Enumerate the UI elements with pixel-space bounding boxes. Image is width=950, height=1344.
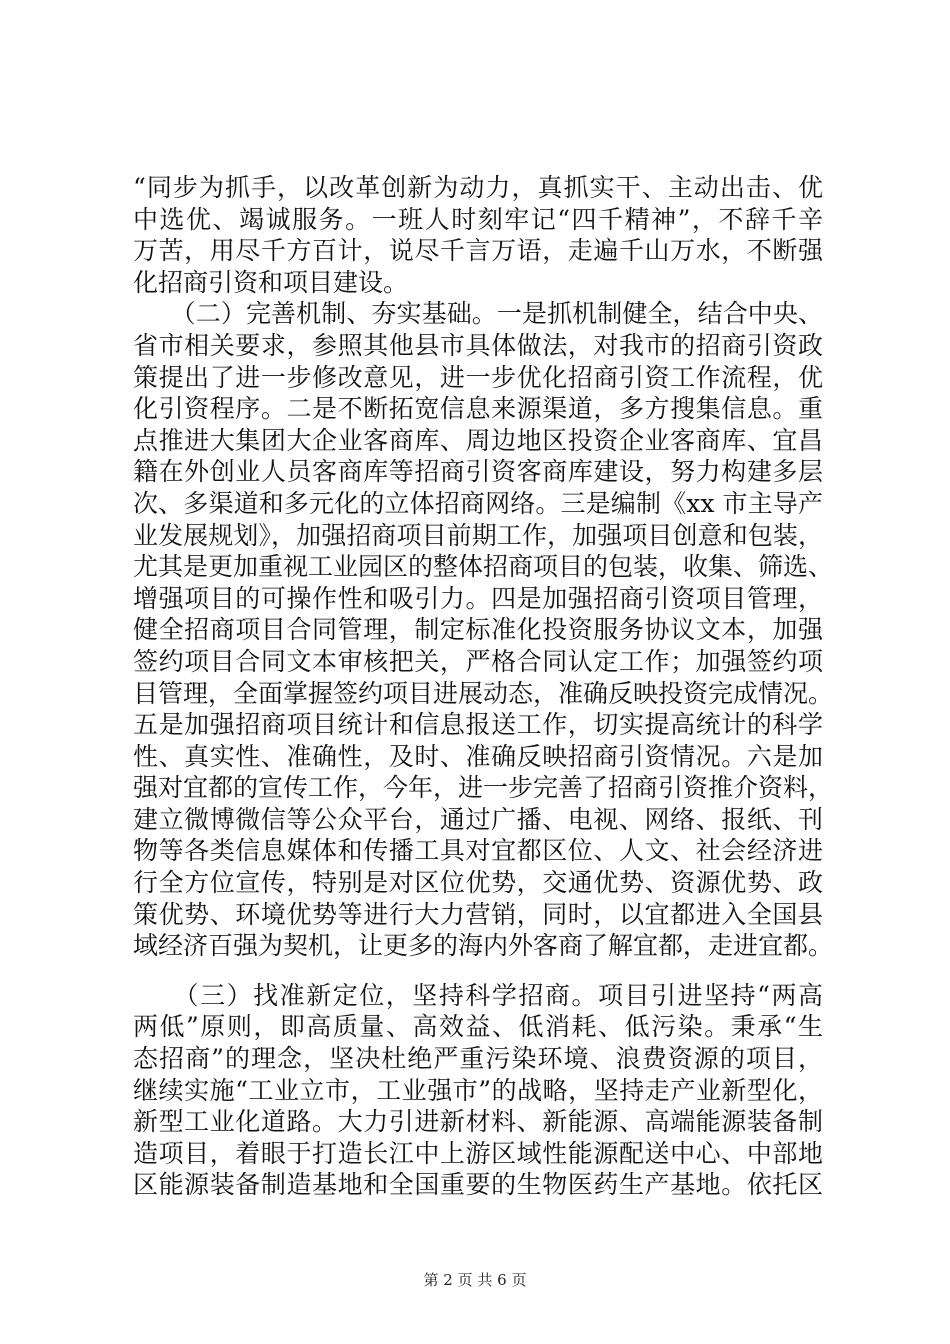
paragraph-start-line: （三）找准新定位，坚持科学招商。项目引进坚持“两高 [133, 980, 823, 1010]
body-text [133, 172, 834, 1201]
text-line: 造项目，着眼于打造长江中上游区域性能源配送中心、中部地 [133, 1138, 823, 1168]
text-line: 点推进大集团大企业客商库、周边地区投资企业客商库、宜昌 [133, 425, 823, 455]
text-line: 增强项目的可操作性和吸引力。四是加强招商引资项目管理， [133, 583, 823, 613]
paragraph-gap [133, 962, 823, 980]
text-line: 两低”原则，即高质量、高效益、低消耗、低污染。秉承“生 [133, 1012, 823, 1042]
text-line: 省市相关要求，参照其他县市具体做法，对我市的招商引资政 [133, 330, 823, 360]
paragraph-start-line: （二）完善机制、夯实基础。一是抓机制健全，结合中央、 [133, 299, 823, 329]
text-line: 物等各类信息媒体和传播工具对宜都区位、人文、社会经济进 [133, 836, 823, 866]
text-line: 业发展规划》，加强招商项目前期工作，加强项目创意和包装， [133, 520, 823, 550]
text-line: 五是加强招商项目统计和信息报送工作，切实提高统计的科学 [133, 710, 823, 740]
text-line: 目管理，全面掌握签约项目进展动态，准确反映投资完成情况。 [133, 678, 834, 708]
text-line: 强对宜都的宣传工作，今年，进一步完善了招商引资推介资料， [133, 773, 834, 803]
page-number-footer: 第 2 页 共 6 页 [423, 1271, 527, 1289]
text-line: 尤其是更加重视工业园区的整体招商项目的包装，收集、筛选、 [133, 552, 834, 582]
text-line: 区能源装备制造基地和全国重要的生物医药生产基地。依托区 [133, 1170, 823, 1200]
text-line: 态招商”的理念，坚决杜绝严重污染环境、浪费资源的项目， [133, 1044, 823, 1074]
text-line: 化引资程序。二是不断拓宽信息来源渠道，多方搜集信息。重 [133, 394, 823, 424]
text-line: 健全招商项目合同管理，制定标准化投资服务协议文本，加强 [133, 615, 823, 645]
text-line: 化招商引资和项目建设。 [133, 267, 409, 297]
text-line: 策提出了进一步修改意见，进一步优化招商引资工作流程，优 [133, 362, 823, 392]
text-line: 籍在外创业人员客商库等招商引资客商库建设，努力构建多层 [133, 457, 823, 487]
text-line: 签约项目合同文本审核把关，严格合同认定工作；加强签约项 [133, 646, 823, 676]
text-line: 继续实施“工业立市，工业强市”的战略，坚持走产业新型化， [133, 1075, 823, 1105]
text-line: 万苦，用尽千方百计，说尽千言万语，走遍千山万水，不断强 [133, 236, 823, 266]
text-line: 中选优、竭诚服务。一班人时刻牢记“四千精神”，不辞千辛 [133, 204, 823, 234]
text-line: 次、多渠道和多元化的立体招商网络。三是编制《xx 市主导产 [133, 488, 823, 518]
text-line: 策优势、环境优势等进行大力营销，同时，以宜都进入全国县 [133, 899, 823, 929]
text-line: 性、真实性、准确性，及时、准确反映招商引资情况。六是加 [133, 741, 823, 771]
text-line: “同步为抓手，以改革创新为动力，真抓实干、主动出击、优 [133, 173, 823, 202]
text-line: 域经济百强为契机，让更多的海内外客商了解宜都，走进宜都。 [133, 931, 834, 961]
text-line: 行全方位宣传，特别是对区位优势，交通优势、资源优势、政 [133, 868, 823, 898]
text-line: 建立微博微信等公众平台，通过广播、电视、网络、报纸、刊 [133, 804, 823, 834]
text-line: 新型工业化道路。大力引进新材料、新能源、高端能源装备制 [133, 1107, 823, 1137]
